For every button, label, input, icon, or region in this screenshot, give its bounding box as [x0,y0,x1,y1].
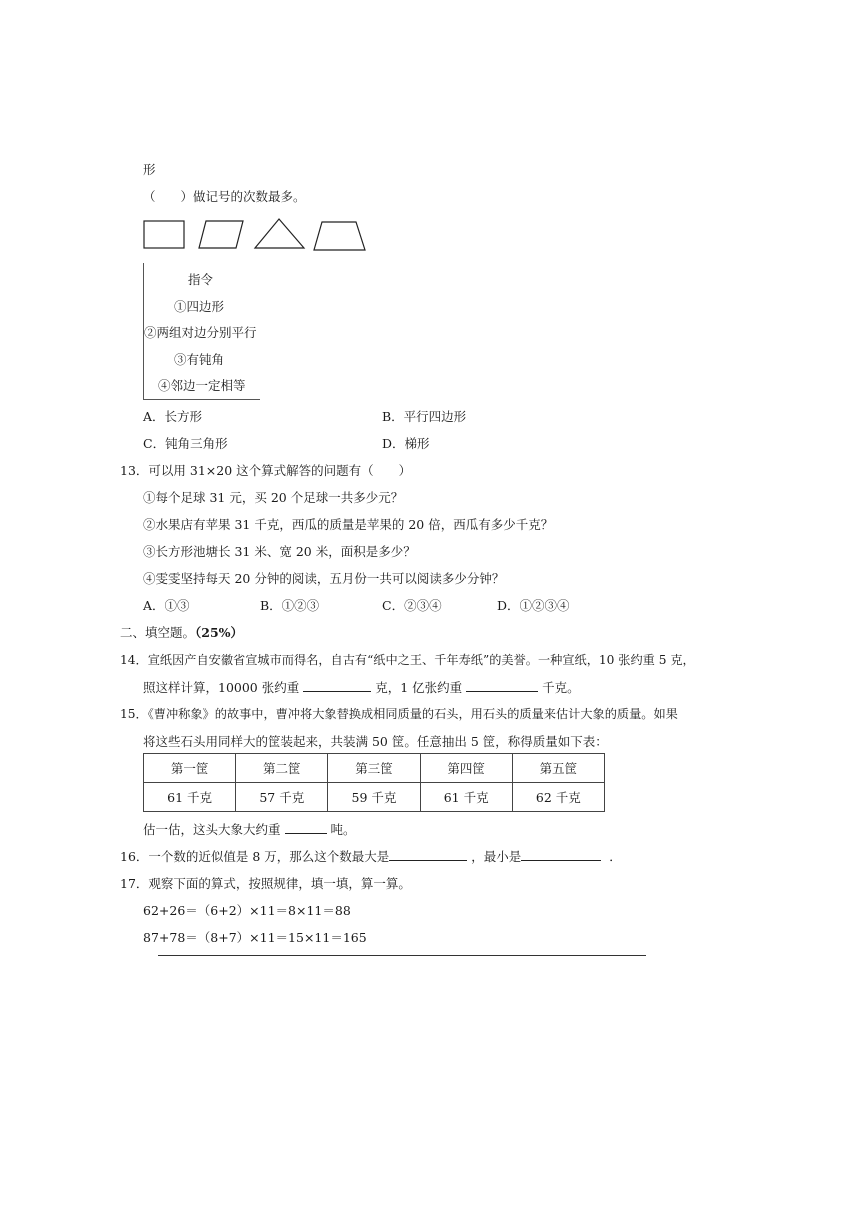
q13-option-a: A．①③ [143,598,190,613]
q17-formula: 62+26＝（6+2）×11＝8×11＝88 [143,903,351,918]
table-header-cell: 第四筐 [420,754,512,783]
command-title: 指令 [188,272,214,287]
q12-option-a: A．长方形 [143,409,203,424]
q13-option-d: D．①②③④ [497,598,570,613]
q17-formula: 87+78＝（8+7）×11＝15×11＝165 [143,930,367,945]
answer-blank[interactable] [466,679,538,692]
section-percent: （25%） [195,625,244,640]
q14-text-c: 千克。 [542,680,580,695]
q13-item: ①每个足球 31 元，买 20 个足球一共多少元？ [143,490,404,505]
table-cell: 59 千克 [328,783,420,812]
trapezoid-shape [314,222,365,250]
parallelogram-shape [199,221,243,248]
table-cell: 61 千克 [144,783,236,812]
q13-item: ③长方形池塘长 31 米、宽 20 米，面积是多少？ [143,544,416,559]
command-box [143,263,260,400]
table-header-cell: 第一筐 [144,754,236,783]
table-header-cell: 第二筐 [236,754,328,783]
q14-line1: 14．宣纸因产自安徽省宣城市而得名，自古有“纸中之王、千年寿纸”的美誉。一种宣纸，10 张约重 5 克， [120,653,695,667]
command-item: ②两组对边分别平行 [144,325,257,340]
q17-question: 17．观察下面的算式，按照规律，填一填，算一算。 [120,876,411,891]
q13-item: ④雯雯坚持每天 20 分钟的阅读，五月份一共可以阅读多少分钟？ [143,571,505,586]
q14-text-a: 照这样计算，10000 张约重 [143,680,300,695]
table-cell: 57 千克 [236,783,328,812]
q12-question: （ ）做记号的次数最多。 [143,189,306,204]
q16-text-a: 16．一个数的近似值是 8 万，那么这个数最大是 [120,849,390,864]
q12-option-b: B．平行四边形 [382,409,467,424]
q13-item: ②水果店有苹果 31 千克，西瓜的质量是苹果的 20 倍，西瓜有多少千克？ [143,517,554,532]
q12-option-d: D．梯形 [382,436,430,451]
command-item: ③有钝角 [174,352,225,367]
answer-blank[interactable] [303,679,371,692]
q15-line1: 15．《曹冲称象》的故事中，曹冲将大象替换成相同质量的石头，用石头的质量来估计大象的质量。如果 [120,707,678,721]
triangle-shape [255,219,304,248]
q13-option-b: B．①②③ [260,598,320,613]
q15-estimate-unit: 吨。 [330,822,356,837]
q16-text-b: ，最小是 [471,849,522,864]
q14-text-b: 克，1 亿张约重 [375,680,463,695]
q16-line [120,847,622,865]
command-item: ④邻边一定相等 [158,378,246,393]
table-row [144,783,605,812]
answer-blank[interactable] [285,821,327,834]
table-header-cell: 第五筐 [512,754,604,783]
answer-blank[interactable] [389,848,467,861]
q12-tail-text: 形 [143,162,156,177]
q15-line2: 将这些石头用同样大的筐装起来，共装满 50 筐。任意抽出 5 筐，称得质量如下表： [143,734,608,749]
divider-line [158,955,646,956]
section-title: 二、填空题。 [120,625,196,640]
table-cell: 61 千克 [420,783,512,812]
q12-option-c: C．钝角三角形 [143,436,228,451]
q15-estimate [143,820,356,838]
basket-mass-table [143,753,605,812]
table-header-row [144,754,605,783]
command-item: ①四边形 [174,299,225,314]
section-heading [120,623,243,641]
q15-estimate-text: 估一估，这头大象大约重 [143,822,281,837]
q16-text-c: ． [609,849,622,864]
table-cell: 62 千克 [512,783,604,812]
q14-line2 [143,678,580,696]
rectangle-shape [144,221,184,248]
q13-question: 13．可以用 31×20 这个算式解答的问题有（ ） [120,463,412,478]
table-header-cell: 第三筐 [328,754,420,783]
answer-blank[interactable] [521,848,601,861]
q13-option-c: C．②③④ [382,598,442,613]
